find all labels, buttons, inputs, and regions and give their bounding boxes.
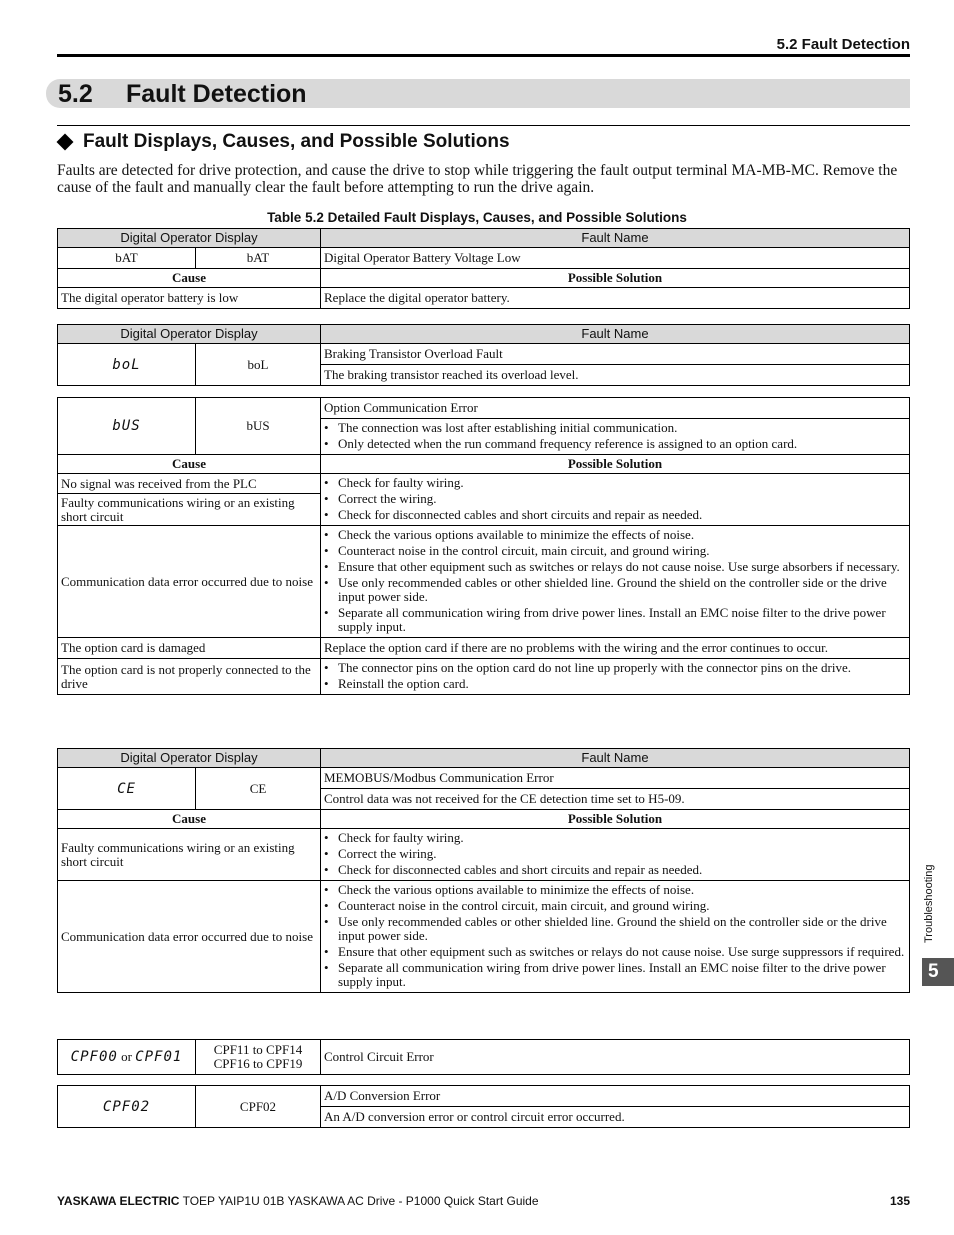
col-header-display: Digital Operator Display <box>58 749 321 768</box>
side-tab-text: Troubleshooting <box>923 864 935 943</box>
subsection-heading <box>57 131 510 153</box>
fault-name: MEMOBUS/Modbus Communication Error <box>321 768 910 789</box>
list-item: • Ensure that other equipment such as switches or relays do not cause noise. Use surge absorbers if necessary. <box>324 560 906 574</box>
section-title <box>58 80 307 109</box>
cause-header: Cause <box>58 455 321 474</box>
fault-code-line: CPF16 to CPF19 <box>213 1056 303 1071</box>
list-item: • Check the various options available to minimize the effects of noise. <box>324 883 906 897</box>
diamond-bullet-icon <box>57 134 74 151</box>
page-number: 135 <box>889 1194 910 1208</box>
fault-description: An A/D conversion error or control circuit error occurred. <box>321 1107 910 1128</box>
lcd-display: CPF02 <box>102 1098 151 1115</box>
lcd-display: bUS <box>112 418 141 434</box>
fault-code-line: CPF11 to CPF14 <box>213 1042 303 1057</box>
list-item: • Ensure that other equipment such as switches or relays do not cause noise. Use surge suppressors if required. <box>324 945 906 959</box>
fault-table-bat <box>57 228 910 309</box>
fault-name: Option Communication Error <box>321 398 910 419</box>
fault-table-bus <box>57 397 910 695</box>
solution-cell <box>321 474 910 526</box>
list-item: • Use only recommended cables or other shielded line. Ground the shield on the controller side or the drive input power side. <box>324 915 906 943</box>
section-title-text: Fault Detection <box>126 80 307 108</box>
list-item: • Use only recommended cables or other shielded line. Ground the shield on the controller side or the drive input power side. <box>324 576 906 604</box>
lcd-display: boL <box>112 356 141 373</box>
list-item: • Counteract noise in the control circuit, main circuit, and ground wiring. <box>324 544 906 558</box>
fault-code: bAT <box>196 248 321 269</box>
list-item: • Counteract noise in the control circuit, main circuit, and ground wiring. <box>324 899 906 913</box>
running-header: 5.2 Fault Detection <box>776 36 910 53</box>
list-item: • Only detected when the run command frequency reference is assigned to an option card. <box>324 437 906 451</box>
lcd-display: CPF01 <box>135 1049 183 1065</box>
solution-cell: Replace the digital operator battery. <box>321 288 910 309</box>
solution-header: Possible Solution <box>321 455 910 474</box>
operator-display: bAT <box>58 248 196 269</box>
fault-code: boL <box>196 344 321 386</box>
fault-table-ce <box>57 748 910 993</box>
fault-name: A/D Conversion Error <box>321 1086 910 1107</box>
list-item: • Check for faulty wiring. <box>324 476 906 490</box>
fault-description: The braking transistor reached its overload level. <box>321 365 910 386</box>
col-header-fault-name: Fault Name <box>321 325 910 344</box>
list-item: • Check for disconnected cables and short circuits and repair as needed. <box>324 863 906 877</box>
solution-cell <box>321 881 910 993</box>
list-item: • The connector pins on the option card do not line up properly with the connector pins on the drive. <box>324 661 906 675</box>
list-item: • Reinstall the option card. <box>324 677 906 691</box>
col-header-display: Digital Operator Display <box>58 325 321 344</box>
solution-header: Possible Solution <box>321 810 910 829</box>
cause-header: Cause <box>58 269 321 288</box>
list-item: • The connection was lost after establishing initial communication. <box>324 421 906 435</box>
cause-header: Cause <box>58 810 321 829</box>
cause-cell: Communication data error occurred due to noise <box>58 526 321 638</box>
lcd-display: CPF00 <box>70 1049 118 1065</box>
operator-display <box>58 1086 196 1128</box>
lcd-display: CE <box>117 780 136 797</box>
list-item: • Correct the wiring. <box>324 492 906 506</box>
fault-description <box>321 419 910 455</box>
operator-display <box>58 1040 196 1075</box>
fault-table-cpf00 <box>57 1039 910 1075</box>
footer-doc <box>57 1194 539 1208</box>
header-rule <box>57 54 910 57</box>
page-footer <box>57 1194 910 1208</box>
side-tab-label <box>923 858 937 943</box>
solution-cell: Replace the option card if there are no problems with the wiring and the error continues to occur. <box>321 638 910 659</box>
col-header-fault-name: Fault Name <box>321 229 910 248</box>
operator-display <box>58 344 196 386</box>
list-item: • Check for disconnected cables and short circuits and repair as needed. <box>324 508 906 522</box>
solution-cell <box>321 659 910 695</box>
cause-cell: Faulty communications wiring or an existing short circuit <box>58 494 321 526</box>
fault-table-cpf02 <box>57 1085 910 1128</box>
fault-table-bol <box>57 324 910 386</box>
fault-description: Control data was not received for the CE detection time set to H5-09. <box>321 789 910 810</box>
col-header-display: Digital Operator Display <box>58 229 321 248</box>
list-item: • Separate all communication wiring from drive power lines. Install an EMC noise filter to the drive power supply input. <box>324 606 906 634</box>
col-header-fault-name: Fault Name <box>321 749 910 768</box>
table-caption: Table 5.2 Detailed Fault Displays, Causes, and Possible Solutions <box>267 210 687 225</box>
cause-cell: No signal was received from the PLC <box>58 474 321 494</box>
section-number: 5.2 <box>58 80 93 108</box>
operator-display <box>58 398 196 455</box>
list-item: • Check the various options available to minimize the effects of noise. <box>324 528 906 542</box>
cause-cell: The option card is damaged <box>58 638 321 659</box>
section-title-bar <box>46 79 910 108</box>
operator-display <box>58 768 196 810</box>
list-item: • Separate all communication wiring from drive power lines. Install an EMC noise filter to the drive power supply input. <box>324 961 906 989</box>
list-item: • Check for faulty wiring. <box>324 831 906 845</box>
solution-cell <box>321 526 910 638</box>
list-item: • Correct the wiring. <box>324 847 906 861</box>
fault-code: CE <box>196 768 321 810</box>
fault-code: bUS <box>196 398 321 455</box>
fault-name: Control Circuit Error <box>321 1040 910 1075</box>
fault-name: Digital Operator Battery Voltage Low <box>321 248 910 269</box>
or-label: or <box>121 1049 132 1064</box>
cause-cell: The digital operator battery is low <box>58 288 321 309</box>
cause-cell: Faulty communications wiring or an existing short circuit <box>58 829 321 881</box>
cause-cell: Communication data error occurred due to noise <box>58 881 321 993</box>
fault-name: Braking Transistor Overload Fault <box>321 344 910 365</box>
intro-paragraph: Faults are detected for drive protection, and cause the drive to stop while triggering the fault output terminal MA-MB-MC. Remove the cause of the fault and manually clear the fault before attempting to run the drive again. <box>57 162 898 196</box>
solution-cell <box>321 829 910 881</box>
subsection-rule <box>57 125 910 126</box>
fault-code: CPF02 <box>196 1086 321 1128</box>
footer-doc-title: TOEP YAIP1U 01B YASKAWA AC Drive - P1000 Quick Start Guide <box>179 1194 539 1208</box>
subsection-title: Fault Displays, Causes, and Possible Solutions <box>83 131 510 152</box>
footer-brand: YASKAWA ELECTRIC <box>57 1194 180 1208</box>
fault-code <box>196 1040 321 1075</box>
solution-header: Possible Solution <box>321 269 910 288</box>
chapter-tab: 5 <box>922 958 954 986</box>
cause-cell: The option card is not properly connected to the drive <box>58 659 321 695</box>
